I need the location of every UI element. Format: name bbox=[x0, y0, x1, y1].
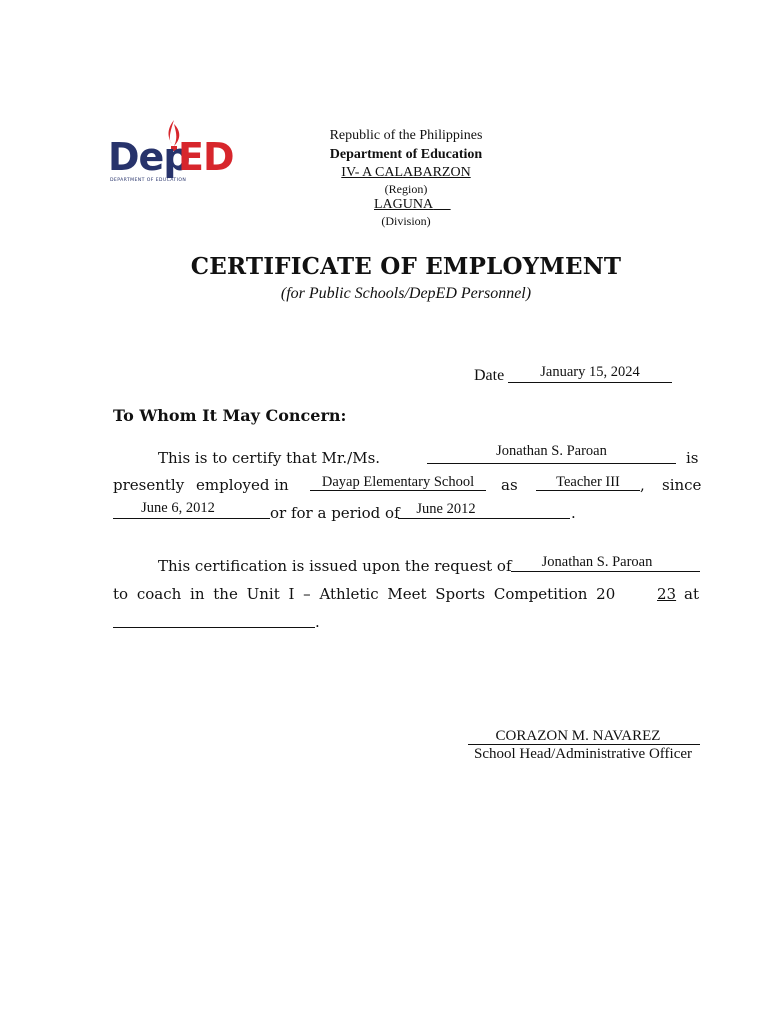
salutation: To Whom It May Concern: bbox=[113, 406, 347, 425]
republic-text: Republic of the Philippines bbox=[329, 128, 483, 143]
year-suffix: 23 bbox=[657, 585, 677, 603]
at-text: at bbox=[684, 585, 699, 603]
period-label: or for a period of bbox=[270, 504, 400, 522]
para2-period: . bbox=[315, 613, 320, 631]
signatory-title: School Head/Administrative Officer bbox=[474, 746, 692, 762]
para1-period: . bbox=[571, 504, 576, 522]
period-value: June 2012 bbox=[416, 501, 476, 517]
requester-line bbox=[511, 571, 700, 572]
venue-line bbox=[113, 627, 315, 628]
since-text: since bbox=[662, 476, 702, 494]
employee-name: Jonathan S. Paroan bbox=[496, 443, 607, 459]
since-value: June 6, 2012 bbox=[141, 500, 215, 516]
department-text: Department of Education bbox=[329, 147, 483, 162]
para2-line2: to coach in the Unit I – Athletic Meet Sports Competition 20 bbox=[113, 585, 616, 603]
as-text: as bbox=[501, 476, 518, 494]
region-value bbox=[306, 165, 506, 181]
is-text: is bbox=[686, 449, 699, 467]
employed-in-text: employed in bbox=[196, 476, 289, 494]
page-title: CERTIFICATE OF EMPLOYMENT bbox=[190, 253, 622, 280]
comma: , bbox=[640, 476, 645, 494]
region-label: (Region) bbox=[384, 182, 428, 196]
date-line bbox=[508, 382, 672, 383]
svg-text:Dep: Dep bbox=[108, 135, 190, 179]
para1-intro: This is to certify that Mr./Ms. bbox=[158, 449, 381, 467]
svg-text:ED: ED bbox=[178, 135, 234, 179]
svg-text:DEPARTMENT OF EDUCATION: DEPARTMENT OF EDUCATION bbox=[110, 178, 187, 183]
page-subtitle: (for Public Schools/DepED Personnel) bbox=[280, 285, 532, 302]
para2-intro: This certification is issued upon the request of bbox=[158, 557, 512, 575]
region-text: IV- A CALABARZON bbox=[341, 165, 471, 180]
division-text: LAGUNA bbox=[374, 197, 434, 212]
presently-text: presently bbox=[113, 476, 185, 494]
period-line bbox=[398, 518, 570, 519]
requester-name: Jonathan S. Paroan bbox=[541, 554, 653, 570]
name-line bbox=[427, 463, 676, 464]
since-line bbox=[113, 518, 270, 519]
date-value: January 15, 2024 bbox=[540, 364, 640, 380]
position-value: Teacher III bbox=[556, 474, 620, 490]
school-name: Dayap Elementary School bbox=[321, 474, 475, 490]
division-value bbox=[374, 197, 458, 213]
deped-logo bbox=[108, 118, 244, 184]
division-label: (Division) bbox=[381, 214, 431, 228]
date-label: Date bbox=[474, 367, 505, 384]
signatory-name: CORAZON M. NAVAREZ bbox=[495, 728, 661, 744]
